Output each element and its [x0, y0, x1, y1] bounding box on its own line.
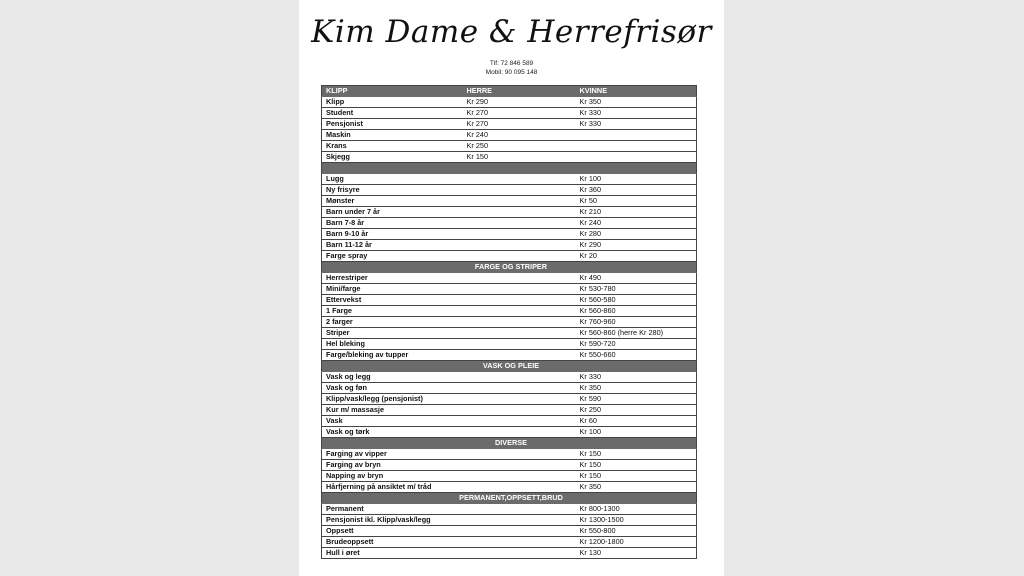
price-herre-empty	[463, 185, 576, 196]
table-row	[322, 284, 697, 295]
table-row	[322, 196, 697, 207]
table-row	[322, 229, 697, 240]
price-herre-empty	[463, 394, 576, 405]
service-name: 1 Farge	[322, 306, 463, 317]
table-row	[322, 471, 697, 482]
price-herre-empty	[463, 548, 576, 559]
section-heading	[322, 163, 697, 174]
table-row	[322, 273, 697, 284]
table-row	[322, 515, 697, 526]
price-herre-empty	[463, 218, 576, 229]
price-kvinne: Kr 330	[576, 119, 697, 130]
price-herre-empty	[463, 240, 576, 251]
table-row	[322, 152, 697, 163]
service-name: Farge spray	[322, 251, 463, 262]
service-price: Kr 560-860	[576, 306, 697, 317]
price-herre-empty	[463, 350, 576, 361]
table-row	[322, 394, 697, 405]
price-herre-empty	[463, 460, 576, 471]
price-herre-empty	[463, 515, 576, 526]
service-name: Pensjonist	[322, 119, 463, 130]
service-name: Maskin	[322, 130, 463, 141]
section-heading: DIVERSE	[322, 438, 697, 449]
service-price: Kr 560-860 (herre Kr 280)	[576, 328, 697, 339]
service-name: Herrestriper	[322, 273, 463, 284]
table-row	[322, 504, 697, 515]
price-herre-empty	[463, 537, 576, 548]
price-kvinne	[576, 141, 697, 152]
price-kvinne: Kr 350	[576, 97, 697, 108]
price-herre-empty	[463, 482, 576, 493]
price-herre-empty	[463, 207, 576, 218]
service-name: Vask og legg	[322, 372, 463, 383]
section-header-row	[322, 438, 697, 449]
table-row	[322, 130, 697, 141]
service-price: Kr 760-960	[576, 317, 697, 328]
service-price: Kr 20	[576, 251, 697, 262]
service-price: Kr 150	[576, 460, 697, 471]
table-row	[322, 383, 697, 394]
service-name: Barn 9-10 år	[322, 229, 463, 240]
service-name: Hårfjerning på ansiktet m/ tråd	[322, 482, 463, 493]
service-price: Kr 100	[576, 174, 697, 185]
table-row	[322, 482, 697, 493]
table-row	[322, 251, 697, 262]
price-herre-empty	[463, 174, 576, 185]
table-row	[322, 295, 697, 306]
mobile-number: Mobil: 90 095 148	[485, 69, 538, 76]
table-row	[322, 460, 697, 471]
service-name: Barn 7-8 år	[322, 218, 463, 229]
service-name: Oppsett	[322, 526, 463, 537]
price-herre-empty	[463, 196, 576, 207]
service-price: Kr 800-1300	[576, 504, 697, 515]
phone-number: Tlf: 72 846 589	[489, 60, 534, 67]
section-header-row	[322, 361, 697, 372]
service-name: Mini/farge	[322, 284, 463, 295]
service-name: Napping av bryn	[322, 471, 463, 482]
table-row	[322, 350, 697, 361]
service-name: Farge/bleking av tupper	[322, 350, 463, 361]
service-price: Kr 130	[576, 548, 697, 559]
price-herre-empty	[463, 449, 576, 460]
service-price: Kr 560-580	[576, 295, 697, 306]
price-herre-empty	[463, 295, 576, 306]
service-price: Kr 550-800	[576, 526, 697, 537]
price-herre-empty	[463, 317, 576, 328]
table-row	[322, 526, 697, 537]
table-row	[322, 372, 697, 383]
service-price: Kr 150	[576, 471, 697, 482]
service-name: Krans	[322, 141, 463, 152]
table-row	[322, 548, 697, 559]
service-price: Kr 530-780	[576, 284, 697, 295]
table-row	[322, 119, 697, 130]
price-herre: Kr 240	[463, 130, 576, 141]
table-row	[322, 306, 697, 317]
price-herre-empty	[463, 251, 576, 262]
table-row	[322, 416, 697, 427]
price-herre-empty	[463, 405, 576, 416]
service-name: Kur m/ massasje	[322, 405, 463, 416]
price-list-page	[299, 0, 724, 576]
service-name: Vask og tørk	[322, 427, 463, 438]
header-klipp: KLIPP	[322, 86, 463, 97]
service-name: Pensjonist ikl. Klipp/vask/legg	[322, 515, 463, 526]
service-name: Klipp/vask/legg (pensjonist)	[322, 394, 463, 405]
price-herre-empty	[463, 339, 576, 350]
header-herre: HERRE	[463, 86, 576, 97]
service-price: Kr 350	[576, 482, 697, 493]
service-name: Hel bleking	[322, 339, 463, 350]
service-price: Kr 550-660	[576, 350, 697, 361]
price-herre-empty	[463, 526, 576, 537]
table-row	[322, 240, 697, 251]
service-name: Brudeoppsett	[322, 537, 463, 548]
service-price: Kr 280	[576, 229, 697, 240]
service-price: Kr 590-720	[576, 339, 697, 350]
table-row	[322, 97, 697, 108]
service-price: Kr 490	[576, 273, 697, 284]
service-name: Klipp	[322, 97, 463, 108]
table-row	[322, 207, 697, 218]
price-herre-empty	[463, 416, 576, 427]
table-row	[322, 108, 697, 119]
service-price: Kr 330	[576, 372, 697, 383]
price-herre-empty	[463, 427, 576, 438]
service-price: Kr 210	[576, 207, 697, 218]
salon-title: Kim Dame & Herrefrisør	[311, 14, 712, 50]
service-name: Barn under 7 år	[322, 207, 463, 218]
service-name: Student	[322, 108, 463, 119]
section-heading: PERMANENT,OPPSETT,BRUD	[322, 493, 697, 504]
table-row	[322, 174, 697, 185]
price-herre: Kr 270	[463, 119, 576, 130]
section-heading: VASK OG PLEIE	[322, 361, 697, 372]
service-name: Permanent	[322, 504, 463, 515]
service-price: Kr 150	[576, 449, 697, 460]
service-name: Barn 11-12 år	[322, 240, 463, 251]
service-price: Kr 100	[576, 427, 697, 438]
service-name: Skjegg	[322, 152, 463, 163]
price-kvinne	[576, 152, 697, 163]
service-name: Mønster	[322, 196, 463, 207]
service-price: Kr 50	[576, 196, 697, 207]
price-herre-empty	[463, 383, 576, 394]
service-price: Kr 250	[576, 405, 697, 416]
table-row	[322, 328, 697, 339]
service-name: Vask	[322, 416, 463, 427]
service-price: Kr 360	[576, 185, 697, 196]
price-kvinne: Kr 330	[576, 108, 697, 119]
service-price: Kr 290	[576, 240, 697, 251]
price-herre-empty	[463, 284, 576, 295]
service-name: Ettervekst	[322, 295, 463, 306]
service-price: Kr 240	[576, 218, 697, 229]
price-herre-empty	[463, 273, 576, 284]
table-row	[322, 218, 697, 229]
service-name: Ny frisyre	[322, 185, 463, 196]
header-kvinne: KVINNE	[576, 86, 697, 97]
price-herre-empty	[463, 372, 576, 383]
price-herre-empty	[463, 229, 576, 240]
section-heading: FARGE OG STRIPER	[322, 262, 697, 273]
table-row	[322, 317, 697, 328]
price-herre-empty	[463, 504, 576, 515]
service-name: Vask og føn	[322, 383, 463, 394]
price-herre-empty	[463, 328, 576, 339]
section-header-row	[322, 493, 697, 504]
price-herre: Kr 290	[463, 97, 576, 108]
table-row	[322, 537, 697, 548]
service-price: Kr 1300-1500	[576, 515, 697, 526]
price-herre: Kr 270	[463, 108, 576, 119]
service-name: Farging av vipper	[322, 449, 463, 460]
price-kvinne	[576, 130, 697, 141]
service-price: Kr 590	[576, 394, 697, 405]
service-price: Kr 350	[576, 383, 697, 394]
service-name: 2 farger	[322, 317, 463, 328]
section-header-row	[322, 262, 697, 273]
table-row	[322, 405, 697, 416]
table-row	[322, 141, 697, 152]
table-row	[322, 427, 697, 438]
service-name: Hull i øret	[322, 548, 463, 559]
table-row	[322, 185, 697, 196]
service-name: Lugg	[322, 174, 463, 185]
price-herre-empty	[463, 306, 576, 317]
price-herre-empty	[463, 471, 576, 482]
service-name: Farging av bryn	[322, 460, 463, 471]
table-header-row	[322, 86, 697, 97]
price-herre: Kr 250	[463, 141, 576, 152]
table-row	[322, 339, 697, 350]
service-name: Striper	[322, 328, 463, 339]
section-header-row	[322, 163, 697, 174]
table-row	[322, 449, 697, 460]
price-table	[321, 85, 697, 559]
service-price: Kr 1200-1800	[576, 537, 697, 548]
price-herre: Kr 150	[463, 152, 576, 163]
service-price: Kr 60	[576, 416, 697, 427]
